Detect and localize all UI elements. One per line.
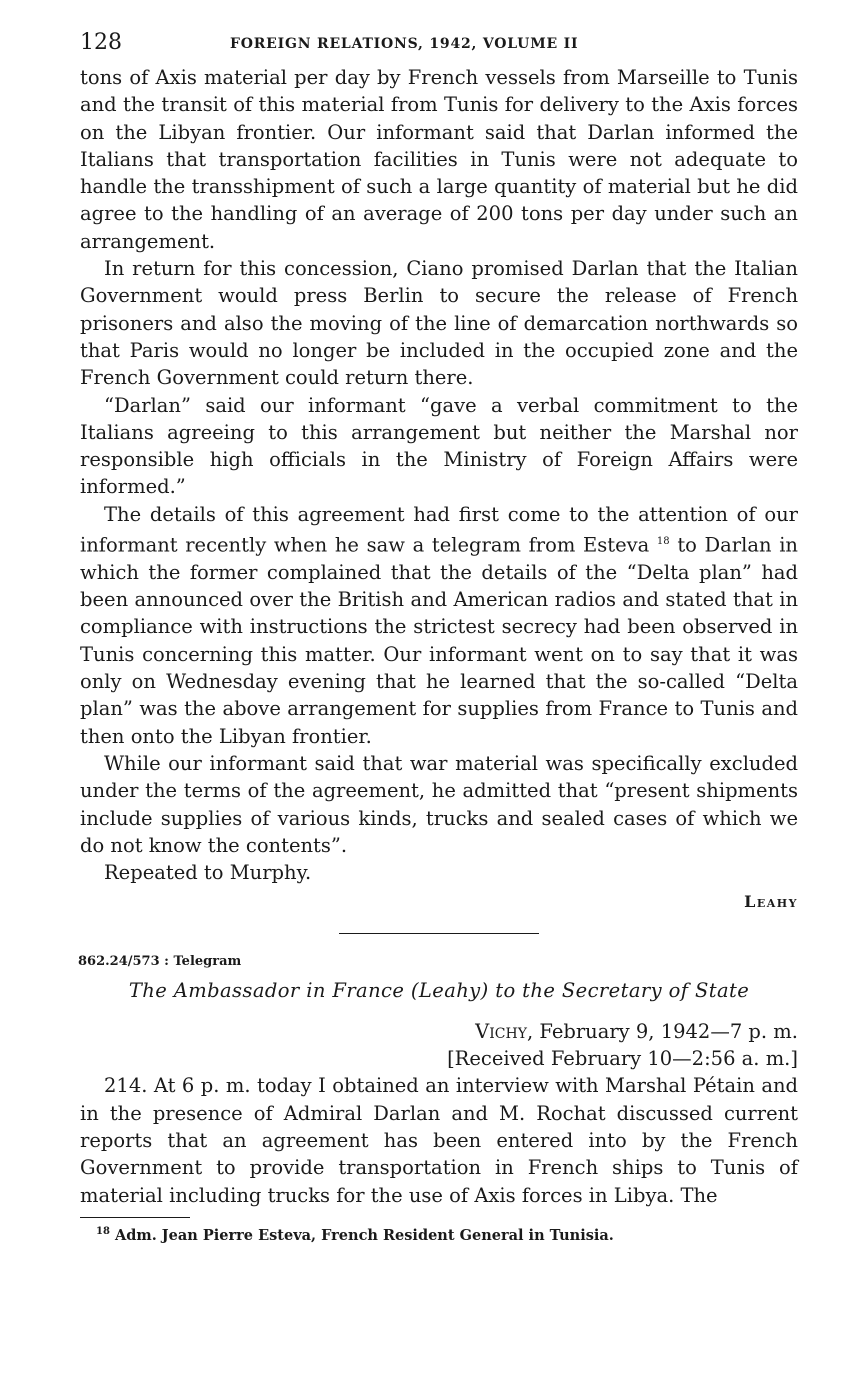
footnote bbox=[80, 1226, 798, 1244]
dateline bbox=[80, 1018, 798, 1072]
footnote-text: Adm. Jean Pierre Esteva, French Resident General in Tunisia. bbox=[114, 1226, 614, 1244]
running-head bbox=[80, 30, 798, 64]
signature bbox=[80, 892, 798, 911]
footnote-divider bbox=[80, 1217, 190, 1218]
signature-name: Leahy bbox=[744, 892, 798, 912]
paragraph: While our informant said that war material was specifically excluded under the terms of the agreement, he admitted that “present shipments include supplies of various kinds, trucks and sealed cases of which we do not know the contents”. bbox=[80, 751, 798, 857]
document-heading: The Ambassador in France (Leahy) to the Secretary of State bbox=[128, 979, 750, 1003]
footnote-number: 18 bbox=[96, 1225, 110, 1237]
place-name: Vichy, bbox=[475, 1020, 534, 1044]
paragraph: Repeated to Murphy. bbox=[104, 861, 312, 885]
page-number: 128 bbox=[80, 30, 122, 55]
footnote-reference: 18 bbox=[656, 536, 670, 548]
document-file-id: 862.24/573 : Telegram bbox=[78, 954, 242, 970]
date-text: February 9, 1942—7 p. m. bbox=[539, 1020, 798, 1044]
received-line: [Received February 10—2:56 a. m.] bbox=[447, 1047, 798, 1071]
paragraph: “Darlan” said our informant “gave a verbal commitment to the Italians agreeing to this arrangement but neither the Marshal nor responsible high officials in the Ministry of Foreign Affairs were informed.” bbox=[80, 393, 798, 499]
paragraph: In return for this concession, Ciano promised Darlan that the Italian Government would press Berlin to secure the release of French prisoners and also the moving of the line of demarcation northwards so that Paris would no longer be included in the occupied zone and the French Government could return there. bbox=[80, 257, 798, 390]
paragraph: 214. At 6 p. m. today I obtained an interview with Marshal Pétain and in the presence of Admiral Darlan and M. Rochat discussed current reports that an agreement has been entered into by the French Government to provide transportation in French ships to Tunis of material including trucks for the use of Axis forces in Libya. The bbox=[80, 1074, 798, 1207]
paragraph: tons of Axis material per day by French vessels from Marseille to Tunis and the transit of this material from Tunis for delivery to the Axis forces on the Libyan frontier. Our informant said that Darlan informed the Italians that transportation facilities in Tunis were not adequate to handle the transshipment of such a large quantity of material but he did agree to the handling of an average of 200 tons per day under such an arrangement. bbox=[80, 66, 798, 253]
document-page bbox=[80, 30, 798, 1244]
running-title: FOREIGN RELATIONS, 1942, VOLUME II bbox=[230, 36, 579, 52]
paragraph-text: The details of this agreement had first come to the attention of our informant recently when he saw a telegram from Esteva bbox=[80, 502, 798, 557]
paragraph bbox=[80, 501, 798, 750]
paragraph-text: to Darlan in which the former complained that the details of the “Delta plan” had been announced over the British and American radios and stated that in compliance with instructions the strictest secrecy had been observed in Tunis concerning this matter. Our informant went on to say that it was only on Wednesday evening that he learned that the so-called “Delta plan” was the above arrangement for supplies from France to Tunis and then onto the Libyan frontier. bbox=[80, 533, 798, 748]
date-line bbox=[80, 1018, 798, 1045]
section-divider bbox=[339, 933, 539, 934]
